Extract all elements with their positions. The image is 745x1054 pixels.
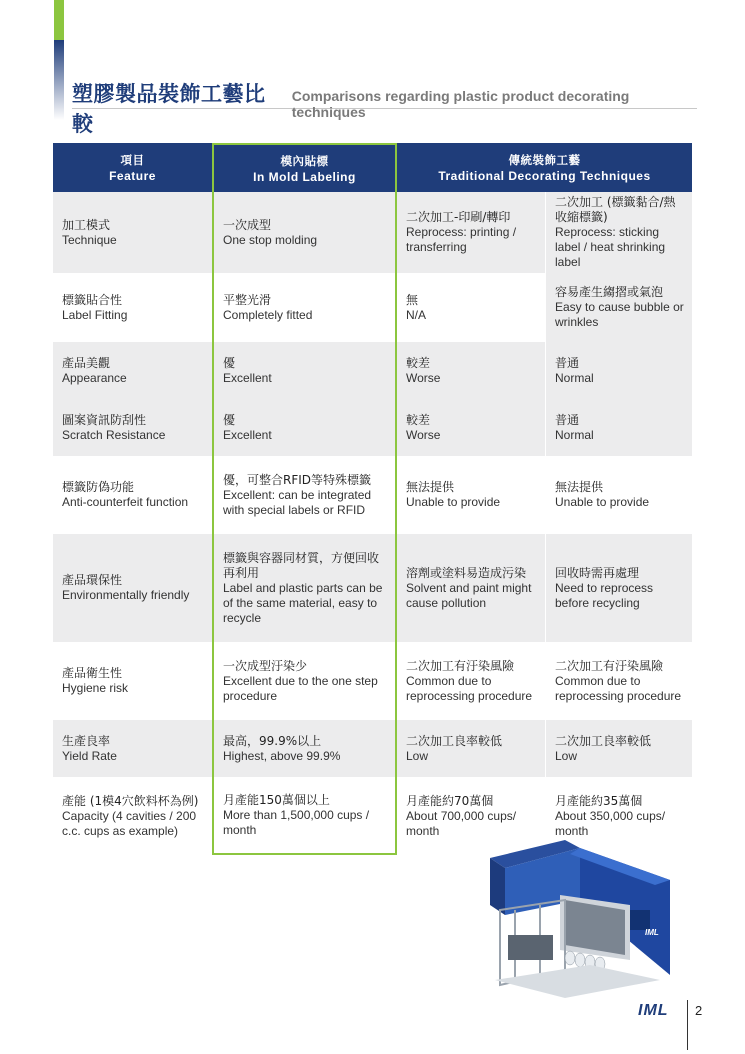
- cell-traditional-2: 普通 Normal: [545, 342, 692, 399]
- cell-traditional-1: 無法提供 Unable to provide: [406, 480, 501, 509]
- cell-feature: 產能 (1模4穴飲料杯為例) Capacity (4 cavities / 200 c.c. cups as example): [62, 793, 199, 838]
- cell-iml: 月產能150萬個以上 More than 1,500,000 cups / month: [212, 777, 397, 855]
- table-row: [53, 192, 692, 273]
- table-row: [53, 273, 692, 342]
- table-row: [53, 720, 692, 777]
- title-chinese: 塑膠製品裝飾工藝比較: [72, 82, 266, 136]
- accent-bar-green: [54, 0, 64, 40]
- footer-divider: [687, 1000, 688, 1050]
- cell-traditional-1: 較差 Worse: [397, 399, 545, 456]
- header-iml: 模內貼標 In Mold Labeling: [212, 143, 397, 192]
- cell-traditional-2: 二次加工有汙染風險 Common due to reprocessing procedure: [545, 642, 692, 720]
- table-row: [53, 642, 692, 720]
- cell-feature: 圖案資訊防刮性 Scratch Resistance: [53, 399, 212, 456]
- header-feature: 項目 Feature: [53, 143, 212, 192]
- accent-bar-blue: [54, 40, 64, 120]
- cell-traditional-1: 月產能約70萬個 About 700,000 cups/ month: [406, 793, 517, 838]
- machine-label: IML: [645, 928, 659, 937]
- table-header-row: [53, 143, 692, 192]
- table-row: [53, 534, 692, 642]
- page-number: 2: [695, 1003, 703, 1018]
- cell-iml: 優 Excellent: [212, 399, 397, 456]
- cell-traditional-2: 普通 Normal: [545, 399, 692, 456]
- cell-traditional-1: 無 N/A: [406, 292, 427, 322]
- table-row: [53, 399, 692, 456]
- cell-traditional-1: 二次加工有汙染風險 Common due to reprocessing procedure: [406, 658, 533, 703]
- cell-feature: 標籤貼合性 Label Fitting: [62, 292, 128, 322]
- cell-traditional-2: 容易產生縐摺或氣泡 Easy to cause bubble or wrinkles: [545, 273, 692, 342]
- cell-traditional-2: 月產能約35萬個 About 350,000 cups/ month: [545, 777, 692, 855]
- iml-logo: IML: [638, 1002, 669, 1019]
- cell-iml: 優，可整合RFID等特殊標籤 Excellent: can be integrated with special labels or RFID: [212, 456, 397, 534]
- title-english: Comparisons regarding plastic product decorating techniques: [291, 88, 630, 120]
- header-traditional: 傳統裝飾工藝 Traditional Decorating Techniques: [397, 143, 692, 192]
- cell-feature: 標籤防偽功能 Anti-counterfeit function: [62, 480, 189, 509]
- cell-traditional-1: 較差 Worse: [397, 342, 545, 399]
- cell-feature: 加工模式 Technique: [53, 192, 212, 273]
- cell-iml: 標籤與容器同材質，方便回收再利用 Label and plastic parts can be of the same material, easy to recycle: [212, 534, 397, 642]
- cell-feature: 生產良率 Yield Rate: [53, 720, 212, 777]
- cell-traditional-1: 二次加工良率較低 Low: [397, 720, 545, 777]
- cell-feature: 產品美觀 Appearance: [53, 342, 212, 399]
- iml-machine-illustration: [470, 840, 680, 1000]
- cell-iml: 最高，99.9%以上 Highest, above 99.9%: [212, 720, 397, 777]
- comparison-table: [53, 143, 692, 855]
- cell-traditional-1: 二次加工-印刷/轉印 Reprocess: printing / transferring: [397, 192, 545, 273]
- cell-feature: 產品環保性 Environmentally friendly: [53, 534, 212, 642]
- cell-traditional-2: 二次加工良率較低 Low: [545, 720, 692, 777]
- cell-iml: 一次成型 One stop molding: [212, 192, 397, 273]
- cell-iml: 優 Excellent: [212, 342, 397, 399]
- cell-iml: 一次成型汙染少 Excellent due to the one step procedure: [212, 642, 397, 720]
- table-row: [53, 456, 692, 534]
- cell-iml: 平整光滑 Completely fitted: [212, 273, 397, 342]
- cell-traditional-2: 二次加工 (標籤黏合/熱收縮標籤) Reprocess: sticking label / heat shrinking label: [545, 192, 692, 273]
- cell-feature: 產品衛生性 Hygiene risk: [62, 666, 129, 695]
- cell-traditional-2: 回收時需再處理 Need to reprocess before recycling: [545, 534, 692, 642]
- table-row: [53, 342, 692, 399]
- page-title: [72, 78, 697, 136]
- cell-traditional-1: 溶劑或塗料易造成污染 Solvent and paint might cause pollution: [397, 534, 545, 642]
- cell-traditional-2: 無法提供 Unable to provide: [545, 456, 692, 534]
